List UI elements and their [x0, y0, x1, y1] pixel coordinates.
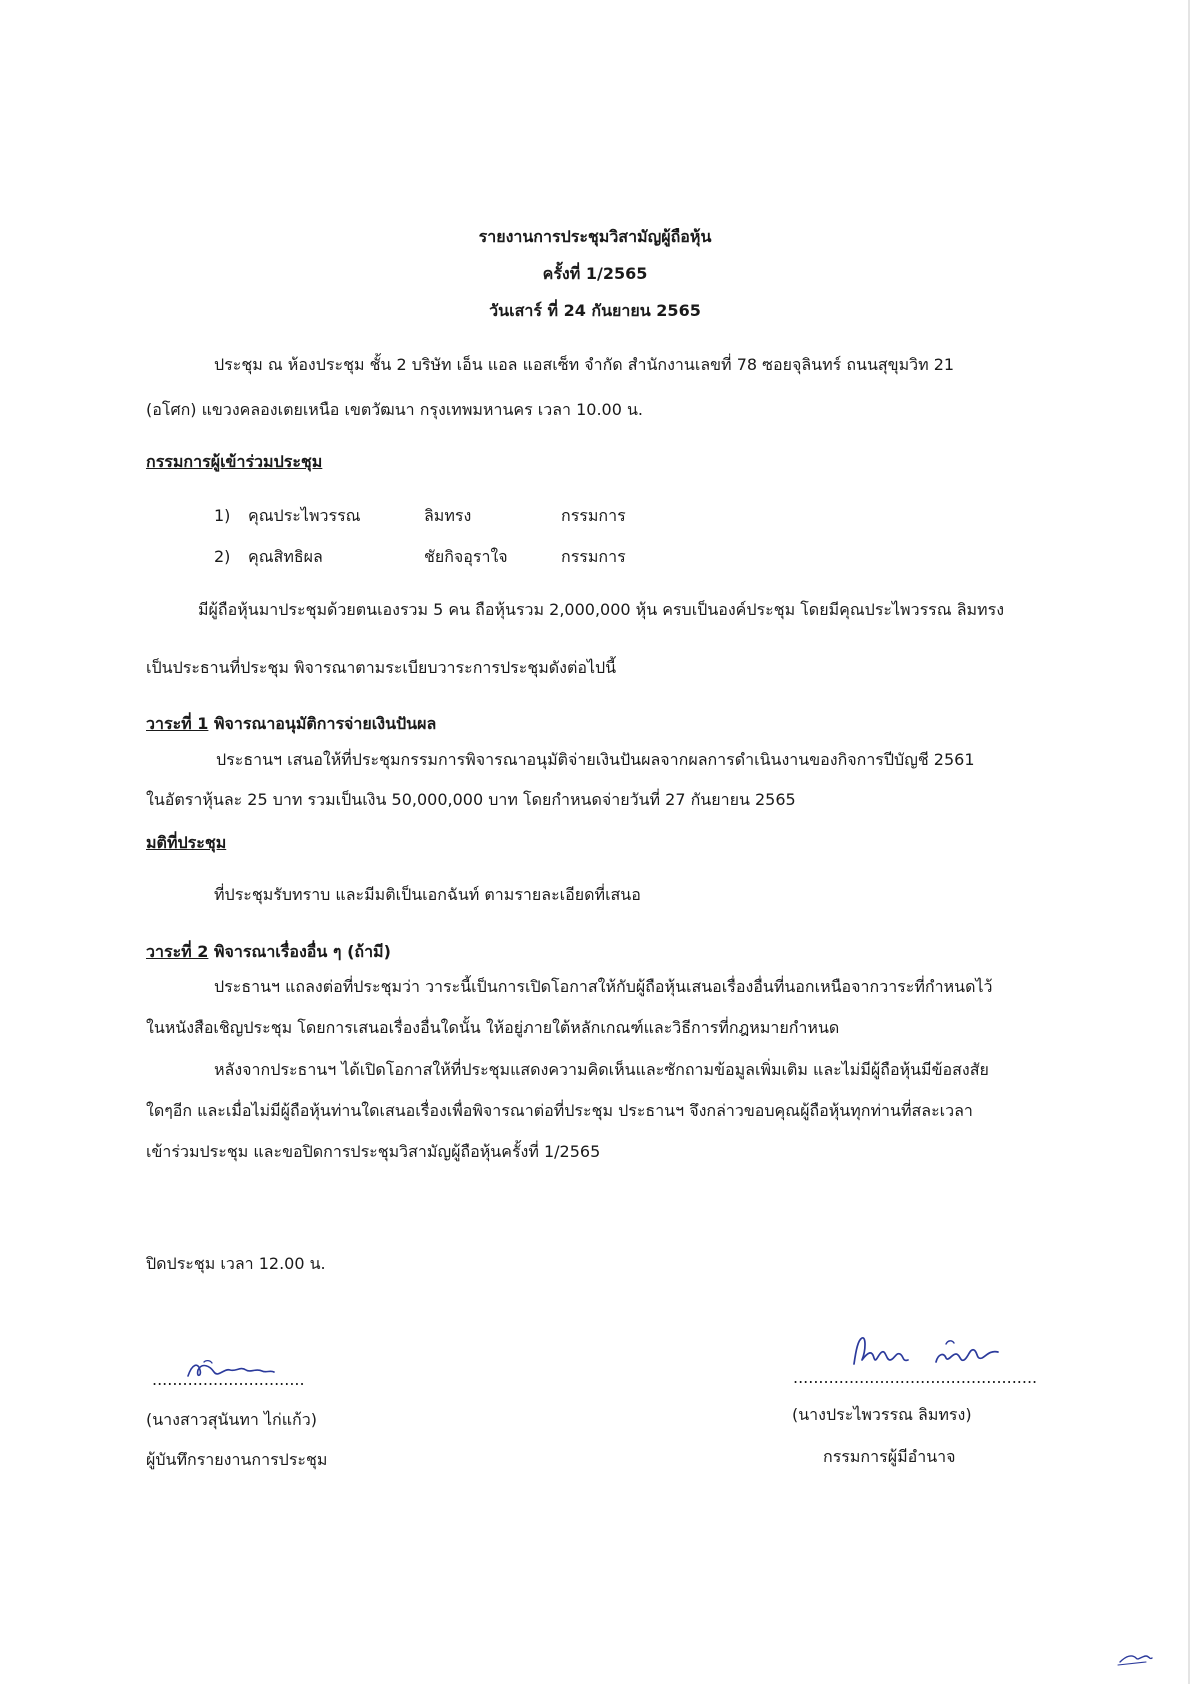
meeting-date: วันเสาร์ ที่ 24 กันยายน 2565	[489, 301, 701, 320]
director-last-name: ลิมทรง	[424, 506, 472, 525]
director-signature-line: ................................................	[793, 1368, 1038, 1387]
agenda-2-title: พิจารณาเรื่องอื่น ๆ (ถ้ามี)	[208, 942, 391, 961]
agenda-2-p1-line-2: ในหนังสือเชิญประชุม โดยการเสนอเรื่องอื่นใดนั้น ให้อยู่ภายใต้หลักเกณฑ์และวิธีการที่กฎหมายกำหนด	[146, 1018, 840, 1037]
director-name: (นางประไพวรรณ ลิมทรง)	[792, 1405, 972, 1424]
agenda-1-resolution: ที่ประชุมรับทราบ และมีมติเป็นเอกฉันท์ ตามรายละเอียดที่เสนอ	[214, 885, 641, 904]
agenda-1-title: พิจารณาอนุมัติการจ่ายเงินปันผล	[208, 714, 437, 733]
agenda-2-p2-line-3: เข้าร่วมประชุม และขอปิดการประชุมวิสามัญผู้ถือหุ้นครั้งที่ 1/2565	[146, 1142, 601, 1161]
agenda-1-label: วาระที่ 1	[146, 714, 209, 733]
agenda-2-p2-line-2: ใดๆอีก และเมื่อไม่มีผู้ถือหุ้นท่านใดเสนอเรื่องเพื่อพิจารณาต่อที่ประชุม ประธานฯ จึงกล่าวขอบคุณผู้ถือหุ้นทุกท่านที่สละเวลา	[146, 1101, 973, 1120]
director-authority-role: กรรมการผู้มีอำนาจ	[823, 1447, 956, 1466]
agenda-1-line-1: ประธานฯ เสนอให้ที่ประชุมกรรมการพิจารณาอนุมัติจ่ายเงินปันผลจากผลการดำเนินงานของกิจการปีบัญชี 2561	[216, 750, 975, 769]
agenda-1-heading	[146, 714, 436, 734]
agenda-1-line-2: ในอัตราหุ้นละ 25 บาท รวมเป็นเงิน 50,000,000 บาท โดยกำหนดจ่ายวันที่ 27 กันยายน 2565	[146, 790, 796, 809]
intro-line-2: (อโศก) แขวงคลองเตยเหนือ เขตวัฒนา กรุงเทพมหานคร เวลา 10.00 น.	[146, 400, 644, 419]
intro-line-1: ประชุม ณ ห้องประชุม ชั้น 2 บริษัท เอ็น แอล แอสเซ็ท จำกัด สำนักงานเลขที่ 78 ซอยจุลินทร์ ถนนสุขุมวิท 21	[214, 355, 955, 374]
closing-time: ปิดประชุม เวลา 12.00 น.	[146, 1254, 326, 1273]
director-role: กรรมการ	[561, 506, 626, 525]
recorder-name: (นางสาวสุนันทา ไก่แก้ว)	[146, 1410, 317, 1429]
agenda-2-heading	[146, 942, 391, 962]
quorum-line-1: มีผู้ถือหุ้นมาประชุมด้วยตนเองรวม 5 คน ถือหุ้นรวม 2,000,000 หุ้น ครบเป็นองค์ประชุม โดยมีคุณประไพวรรณ ลิมทรง	[198, 600, 1005, 619]
agenda-2-label: วาระที่ 2	[146, 942, 209, 961]
initials-mark	[1116, 1646, 1156, 1668]
agenda-2-p2-line-1: หลังจากประธานฯ ได้เปิดโอกาสให้ที่ประชุมแสดงความคิดเห็นและซักถามข้อมูลเพิ่มเติม และไม่มีผู้ถือหุ้นมีข้อสงสัย	[214, 1060, 989, 1079]
director-role: กรรมการ	[561, 547, 626, 566]
quorum-line-2: เป็นประธานที่ประชุม พิจารณาตามระเบียบวาระการประชุมดังต่อไปนี้	[146, 658, 617, 677]
recorder-signature-line: ..............................	[152, 1370, 305, 1389]
meeting-number: ครั้งที่ 1/2565	[542, 264, 648, 283]
director-first-name: คุณสิทธิผล	[248, 547, 323, 566]
director-last-name: ชัยกิจอุราใจ	[424, 547, 508, 566]
agenda-1-resolution-heading: มติที่ประชุม	[146, 833, 227, 852]
document-title: รายงานการประชุมวิสามัญผู้ถือหุ้น	[478, 227, 712, 246]
director-first-name: คุณประไพวรรณ	[248, 506, 361, 525]
director-number: 2)	[214, 547, 231, 566]
directors-heading: กรรมการผู้เข้าร่วมประชุม	[146, 452, 323, 471]
agenda-2-p1-line-1: ประธานฯ แถลงต่อที่ประชุมว่า วาระนี้เป็นการเปิดโอกาสให้กับผู้ถือหุ้นเสนอเรื่องอื่นที่นอกเหนือจากวาระที่กำหนดไว้	[214, 977, 993, 996]
recorder-role: ผู้บันทึกรายงานการประชุม	[146, 1450, 328, 1469]
director-number: 1)	[214, 506, 231, 525]
